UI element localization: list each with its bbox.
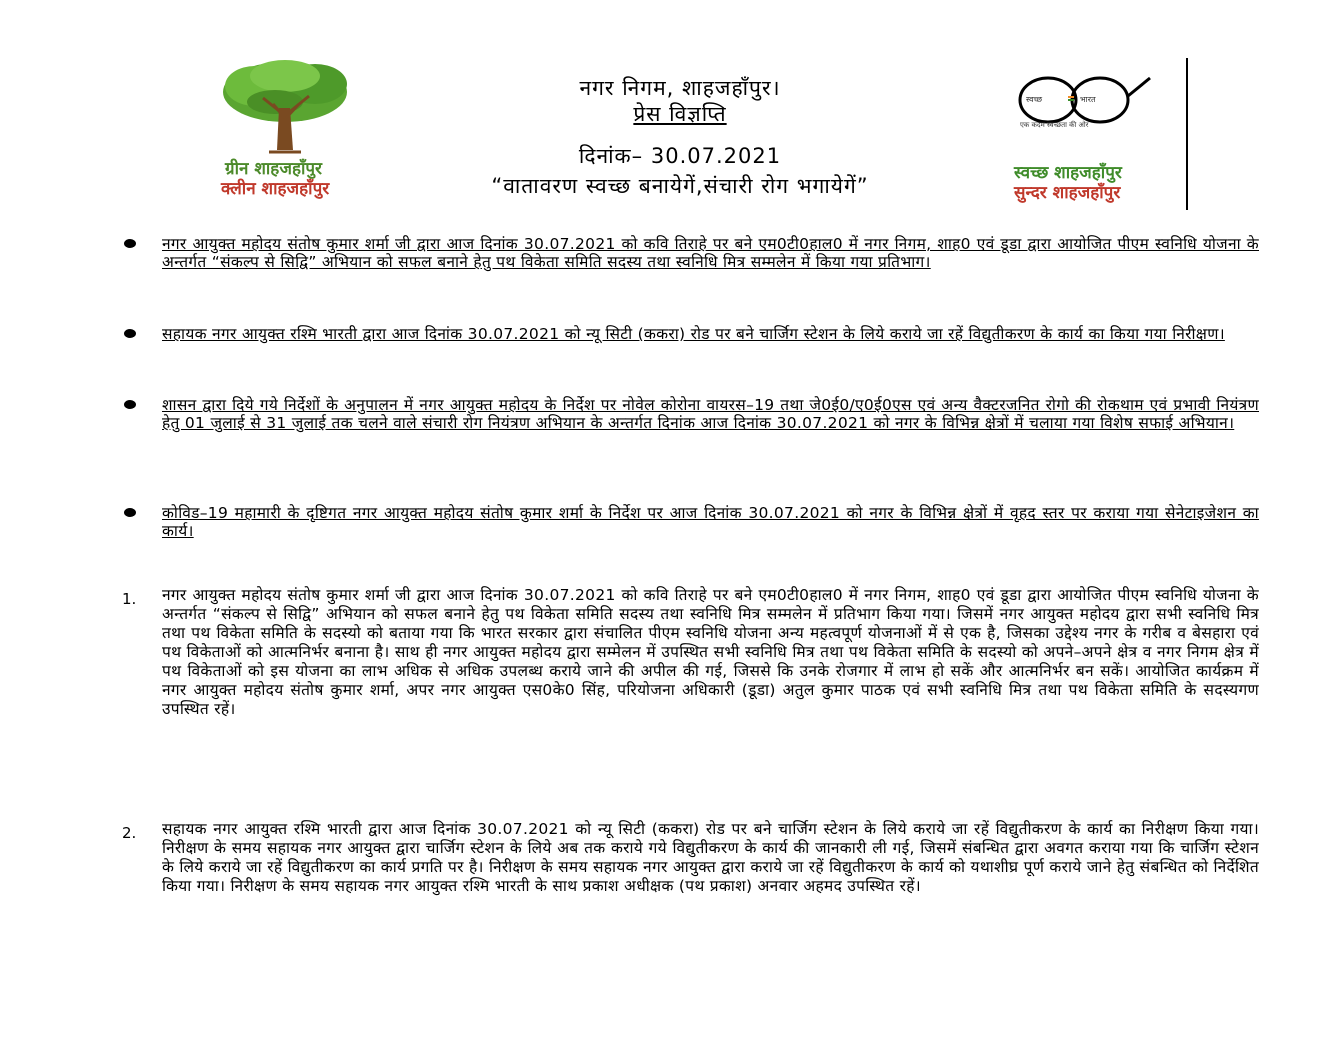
paragraph-2: सहायक नगर आयुक्त रश्मि भारती द्वारा आज दिनांक 30.07.2021 को न्यू सिटी (ककरा) रोड पर बने चार्जिग स्टेशन के लिये कराये जा रहें विद्युतीकरण के कार्य का निरीक्षण किया गया। निरीक्षण के समय सहायक नगर आयुक्त द्वारा चार्जिग स्टेशन के लिये अब तक कराये गये विद्युतीकरण के कार्य की जानकारी ली गई, जिसमें संबन्धित द्वारा अवगत कराया गया कि चार्जिग स्टेशन के लिये कराये जा रहें विद्युतीकरण का कार्य प्रगति पर है। निरीक्षण के समय सहायक नगर आयुक्त द्वारा कराये जा रहें विद्युतीकरण के कार्य को यथाशीघ्र पूर्ण कराये जाने हेतु संबन्धित को निर्देशित किया गया। निरीक्षण के समय सहायक नगर आयुक्त रश्मि भारती के साथ प्रकाश अधीक्षक (पथ प्रकाश) अनवार अहमद उपस्थित रहें। [162,820,1259,895]
bullet-item-2: सहायक नगर आयुक्त रश्मि भारती द्वारा आज दिनांक 30.07.2021 को न्यू सिटी (ककरा) रोड पर बने चार्जिग स्टेशन के लिये कराये जा रहें विद्युतीकरण के कार्य का किया गया निरीक्षण। [162,325,1225,343]
bullet-icon [124,329,136,338]
bullet-icon [124,508,136,517]
swachh-word: स्वच्छ [1026,95,1043,104]
tree-icon [215,58,355,156]
paragraph-number-1: 1. [122,590,137,608]
green-shahjahanpur-logo [195,58,425,208]
paragraph-number-2: 2. [122,824,137,842]
bullet-item-4: कोविड–19 महामारी के दृष्टिगत नगर आयुक्त महोदय संतोष कुमार शर्मा के निर्देश पर आज दिनांक 30.07.2021 को नगर के विभिन्न क्षेत्रों में वृहद स्तर पर कराया गया सेनेटाइजेशन का कार्य। [162,504,1259,540]
green-shahjahanpur-text: ग्रीन शाहजहाँपुर [225,159,322,179]
clean-shahjahanpur-text: क्लीन शाहजहाँपुर [221,179,330,199]
header-divider [1186,58,1188,210]
bullet-item-3: शासन द्वारा दिये गये निर्देशों के अनुपालन में नगर आयुक्त महोदय के निर्देश पर नोवेल कोरोना वायरस–19 तथा जे0ई0/ए0ई0एस एवं अन्य वैक्टरजनित रोगो की रोकथाम एवं प्रभावी नियंत्रण हेतु 01 जुलाई से 31 जुलाई तक चलने वाले संचारी रोग नियंत्रण अभियान के अन्तर्गत दिनांक आज दिनांक 30.07.2021 को नगर के विभिन्न क्षेत्रों में चलाया गया विशेष सफाई अभियान। [162,396,1259,432]
date-line: दिनांक– 30.07.2021 [578,144,782,168]
swachh-shahjahanpur-text: स्वच्छ शाहजहाँपुर [1014,163,1122,183]
bharat-word: भारत [1080,95,1096,104]
slogan: “वातावरण स्वच्छ बनायेगें,संचारी रोग भगायेगें” [491,174,869,198]
bullet-icon [124,239,136,248]
bullet-item-1: नगर आयुक्त महोदय संतोष कुमार शर्मा जी द्वारा आज दिनांक 30.07.2021 को कवि तिराहे पर बने एम0टी0हाल0 में नगर निगम, शाह0 एवं डूडा द्वारा आयोजित पीएम स्वनिधि योजना के अन्तर्गत “संकल्प से सिद्वि” अभियान को सफल बनाने हेतु पथ विकेता समिति सदस्य तथा स्वनिधि मित्र सम्मलेन में किया गया प्रतिभाग। [162,235,1259,271]
bullet-icon [124,400,136,409]
sundar-shahjahanpur-text: सुन्दर शाहजहाँपुर [1014,183,1121,203]
press-release-title: प्रेस विज्ञप्ति [633,102,727,126]
swachh-bharat-logo [1000,60,1180,210]
swachh-tagline: एक कदम स्वच्छता की ओर [1020,121,1089,129]
paragraph-1: नगर आयुक्त महोदय संतोष कुमार शर्मा जी द्वारा आज दिनांक 30.07.2021 को कवि तिराहे पर बने एम0टी0हाल0 में नगर निगम, शाह0 एवं डूडा द्वारा आयोजित पीएम स्वनिधि योजना के अन्तर्गत “संकल्प से सिद्वि” अभियान को सफल बनाने हेतु पथ विकेता समिति सदस्य तथा स्वनिधि मित्र सम्मलेन में प्रतिभाग किया गया। जिसमें नगर आयुक्त महोदय द्वारा सभी स्वनिधि मित्र तथा पथ विकेता समिति के सदस्यो को बताया गया कि भारत सरकार द्वारा संचालित पीएम स्वनिधि योजना अन्य महत्वपूर्ण योजनाओं में से एक है, जिसका उद्देश्य नगर के गरीब व बेसहारा एवं पथ विकेताओं को आत्मनिर्भर बनाना है। साथ ही नगर आयुक्त महोदय द्वारा सम्मेलन में उपस्थित सभी स्वनिधि मित्र तथा पथ विकेता समिति के सदस्यो को अपने–अपने क्षेत्र व नगर निगम क्षेत्र में पथ विकेताओं को इस योजना का लाभ अधिक से अधिक उपलब्ध कराये जाने की अपील की गई, जिससे कि उनके रोजगार में लाभ हो सकें और आत्मनिर्भर बन सकें। आयोजित कार्यक्रम में नगर आयुक्त महोदय संतोष कुमार शर्मा, अपर नगर आयुक्त एस0के0 सिंह, परियोजना अधिकारी (डूडा) अतुल कुमार पाठक एवं सभी स्वनिधि मित्र तथा पथ विकेता समिति के सदस्यगण उपस्थित रहें। [162,586,1259,718]
org-title: नगर निगम, शाहजहाँपुर। [579,76,781,100]
